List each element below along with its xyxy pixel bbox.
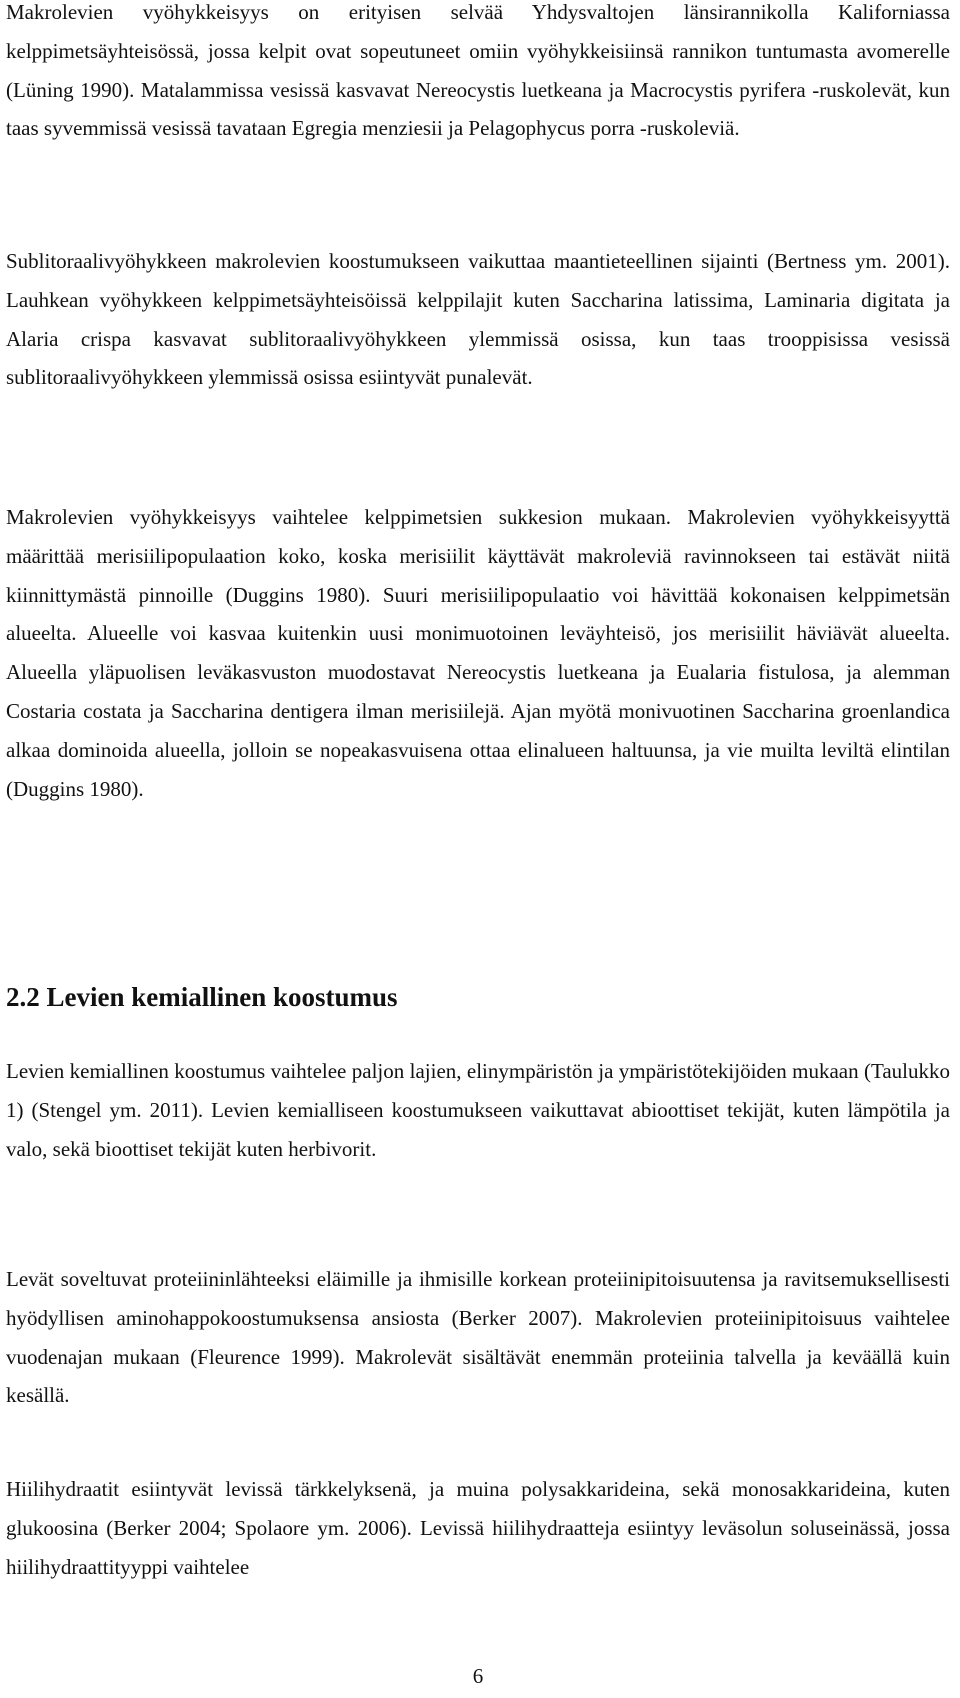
paragraph-kelp-zonation-california: Makrolevien vyöhykkeisyys on erityisen selvää Yhdysvaltojen länsirannikolla Kaliforniassa kelppimetsäyhteisössä, jossa kelpit ovat sopeutuneet omiin vyöhykkeisiinsä rannikon tuntumasta avomerelle (Lüning 1990). Matalammissa vesissä kasvavat Nereocystis luetkeana ja Macrocystis pyrifera -ruskolevät, kun taas syvemmissä vesissä tavataan Egregia menziesii ja Pelagophycus porra -ruskoleviä. <box>6 0 950 141</box>
paragraph-protein-content: Levät soveltuvat proteiininlähteeksi eläimille ja ihmisille korkean proteiinipitoisuutensa ja ravitsemuksellisesti hyödyllisen aminohappokoostumuksensa ansiosta (Berker 2007). Makrolevien proteiinipitoisuus vaihtelee vuodenajan mukaan (Fleurence 1999). Makrolevät sisältävät enemmän proteiinia talvella ja keväällä kuin kesällä. <box>6 1267 950 1408</box>
document-page <box>6 0 950 1698</box>
paragraph-chemical-composition: Levien kemiallinen koostumus vaihtelee paljon lajien, elinympäristön ja ympäristötekijöiden mukaan (Taulukko 1) (Stengel ym. 2011). Levien kemialliseen koostumukseen vaikuttavat abioottiset tekijät, kuten lämpötila ja valo, sekä bioottiset tekijät kuten herbivorit. <box>6 1059 950 1161</box>
section-heading <box>6 980 398 1014</box>
section-title: Levien kemiallinen koostumus <box>46 982 398 1012</box>
section-number: 2.2 <box>6 982 40 1012</box>
paragraph-sublittoral-composition: Sublitoraalivyöhykkeen makrolevien koostumukseen vaikuttaa maantieteellinen sijainti (Bertness ym. 2001). Lauhkean vyöhykkeen kelppimetsäyhteisöissä kelppilajit kuten Saccharina latissima, Laminaria digitata ja Alaria crispa kasvavat sublitoraalivyöhykkeen ylemmissä osissa, kun taas trooppisissa vesissä sublitoraalivyöhykkeen ylemmissä osissa esiintyvät punalevät. <box>6 249 950 390</box>
page-number: 6 <box>472 1664 484 1688</box>
paragraph-succession-sea-urchins: Makrolevien vyöhykkeisyys vaihtelee kelppimetsien sukkesion mukaan. Makrolevien vyöhykkeisyyttä määrittää merisiilipopulaation koko, koska merisiilit käyttävät makroleviä ravinnokseen tai estävät niitä kiinnittymästä pinnoille (Duggins 1980). Suuri merisiilipopulaatio voi hävittää kokonaisen kelppimetsän alueelta. Alueelle voi kasvaa kuitenkin uusi monimuotoinen leväyhteisö, jos merisiilit häviävät alueelta. Alueella yläpuolisen leväkasvuston muodostavat Nereocystis luetkeana ja Eualaria fistulosa, ja alemman Costaria costata ja Saccharina dentigera ilman merisiilejä. Ajan myötä monivuotinen Saccharina groenlandica alkaa dominoida alueella, jolloin se nopeakasvuisena ottaa elinalueen haltuunsa, ja vie muilta leviltä elintilan (Duggins 1980). <box>6 505 950 801</box>
paragraph-carbohydrates: Hiilihydraatit esiintyvät levissä tärkkelyksenä, ja muina polysakkarideina, sekä monosakkarideina, kuten glukoosina (Berker 2004; Spolaore ym. 2006). Levissä hiilihydraatteja esiintyy leväsolun soluseinässä, jossa hiilihydraattityyppi vaihtelee <box>6 1477 950 1579</box>
